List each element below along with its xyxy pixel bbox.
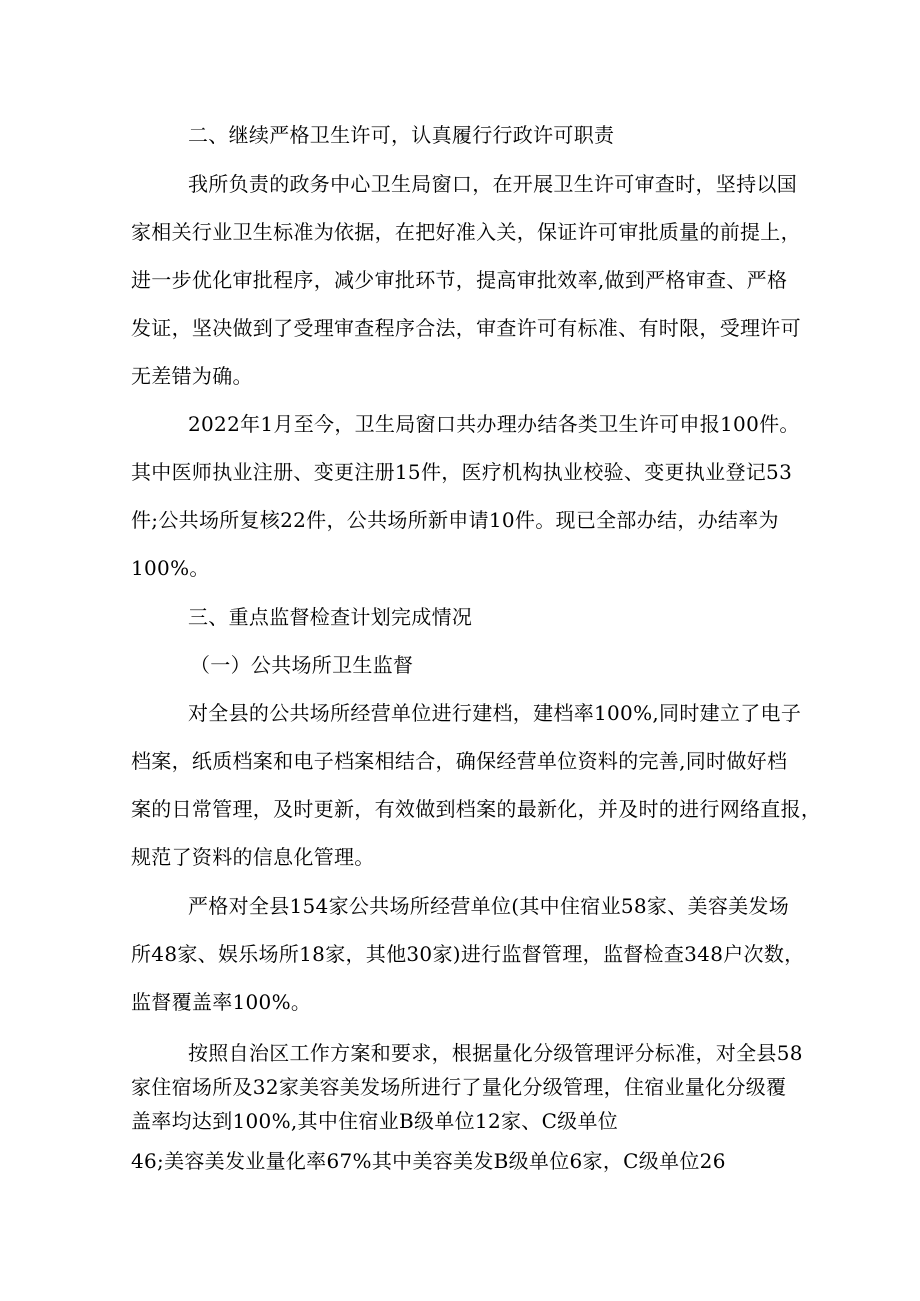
paragraph-line: 严格对全县154家公共场所经营单位(其中住宿业58家、美容美发场 [188, 894, 790, 918]
section-two-heading: 二、继续严格卫生许可，认真履行行政许可职责 [188, 123, 615, 147]
paragraph-line: 46;美容美发业量化率67%其中美容美发B级单位6家，C级单位26 [131, 1149, 726, 1173]
paragraph-line: 盖率均达到100%,其中住宿业B级单位12家、C级单位 [131, 1109, 619, 1133]
paragraph-line: 家住宿场所及32家美容美发场所进行了量化分级管理，住宿业量化分级覆 [131, 1075, 787, 1099]
section-three-heading: 三、重点监督检查计划完成情况 [188, 605, 473, 629]
paragraph-line: 我所负责的政务中心卫生局窗口，在开展卫生许可审查时，坚持以国 [188, 172, 797, 196]
paragraph-line: 对全县的公共场所经营单位进行建档，建档率100%,同时建立了电子 [188, 701, 802, 725]
paragraph-line: 2022年1月至今，卫生局窗口共办理办结各类卫生许可申报100件。 [188, 412, 800, 436]
paragraph-line: 件;公共场所复核22件，公共场所新申请10件。现已全部办结，办结率为 [131, 508, 779, 532]
paragraph-line: 案的日常管理，及时更新，有效做到档案的最新化，并及时的进行网络直报， [131, 797, 822, 821]
paragraph-line: 按照自治区工作方案和要求，根据量化分级管理评分标准，对全县58 [188, 1041, 803, 1065]
paragraph-line: 无差错为确。 [131, 364, 253, 388]
paragraph-line: 规范了资料的信息化管理。 [131, 845, 375, 869]
paragraph-line: 发证，坚决做到了受理审查程序合法，审查许可有标准、有时限，受理许可 [131, 316, 801, 340]
paragraph-line: 其中医师执业注册、变更注册15件，医疗机构执业校验、变更执业登记53 [131, 460, 793, 484]
paragraph-line: 档案，纸质档案和电子档案相结合，确保经营单位资料的完善,同时做好档 [131, 749, 788, 773]
subsection-one-heading: （一）公共场所卫生监督 [190, 653, 414, 677]
paragraph-line: 监督覆盖率100%。 [131, 990, 312, 1014]
paragraph-line: 100%。 [131, 556, 210, 580]
paragraph-line: 所48家、娱乐场所18家，其他30家)进行监督管理，监督检查348户次数， [131, 942, 805, 966]
paragraph-line: 进一步优化审批程序，减少审批环节，提高审批效率,做到严格审查、严格 [131, 268, 788, 292]
paragraph-line: 家相关行业卫生标准为依据，在把好准入关，保证许可审批质量的前提上， [131, 220, 801, 244]
